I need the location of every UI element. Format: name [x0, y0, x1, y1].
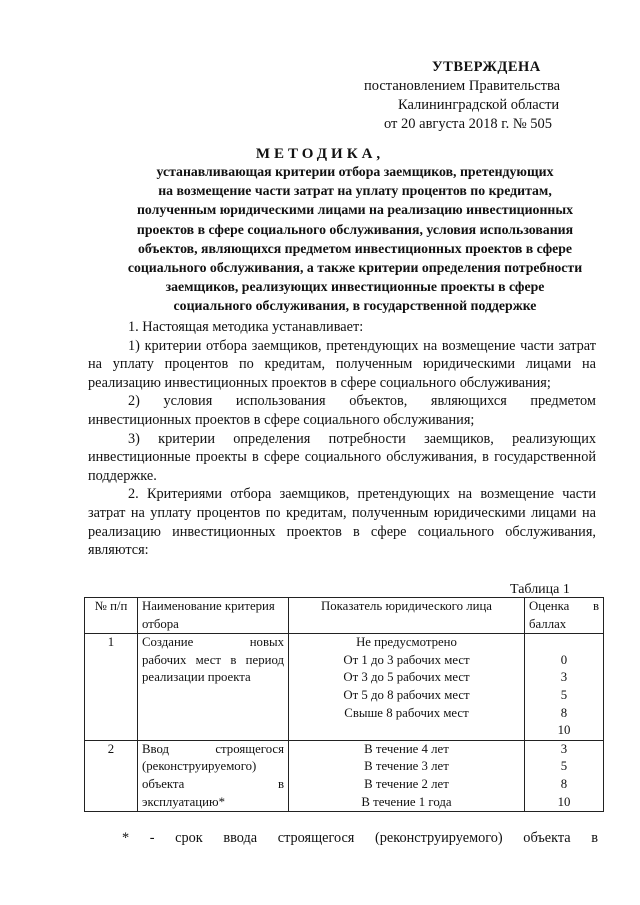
name-line: Создание новых: [142, 635, 284, 650]
name-line: рабочих мест в период: [142, 652, 284, 667]
subtitle-line: полученным юридическими лицами на реализацию инвестиционных: [136, 202, 574, 218]
indicator-item: От 5 до 8 рабочих мест: [343, 687, 470, 702]
score-item: 3: [560, 670, 568, 685]
name-line: объекта в: [142, 776, 284, 791]
score-item: 0: [560, 652, 568, 667]
score-item: 10: [557, 723, 571, 738]
indicator-item: Не предусмотрено: [356, 635, 457, 650]
approval-title: УТВЕРЖДЕНА: [432, 59, 541, 75]
approval-block: [330, 58, 600, 134]
header-score: Оценка в баллах: [525, 598, 604, 634]
subtitle-line: социального обслуживания, а также критерии определения потребности: [127, 260, 583, 276]
paragraph-1: 1. Настоящая методика устанавливает:: [128, 319, 364, 335]
indicator-item: Свыше 8 рабочих мест: [344, 705, 469, 720]
subtitle-line: проектов в сфере социального обслуживания, условия использования: [136, 221, 574, 237]
row-indicators: [289, 634, 525, 741]
subtitle-line: на возмещение части затрат на уплату процентов по кредитам,: [158, 183, 552, 199]
table-row: [85, 740, 604, 811]
subtitle-line: устанавливающая критерии отбора заемщиков, претендующих: [156, 164, 554, 179]
approval-line-1: постановлением Правительства: [364, 78, 561, 94]
row-name: [138, 634, 289, 741]
score-item: 3: [560, 741, 568, 756]
score-item: 8: [560, 776, 568, 791]
name-line: Ввод строящегося: [142, 741, 284, 756]
indicator-item: От 1 до 3 рабочих мест: [343, 652, 470, 667]
indicator-item: В течение 4 лет: [364, 741, 449, 756]
paragraph-1-3: 3) критерии определения потребности заемщиков, реализующих инвестиционные проекты в сфере социального обслуживания, в государственной поддержке.: [88, 430, 596, 484]
score-item: 8: [560, 705, 568, 720]
paragraph-2: 2. Критериями отбора заемщиков, претендующих на возмещение части затрат на уплату процентов по кредитам, полученным юридическими лицами на реализацию инвестиционных проектов в сфере социального обслуживания, являются:: [88, 486, 596, 559]
criteria-table: [84, 597, 604, 812]
table-row: [85, 634, 604, 741]
row-num: 2: [85, 740, 138, 811]
document-title: МЕТОДИКА,: [255, 146, 385, 162]
indicator-item: В течение 1 года: [361, 794, 452, 809]
approval-line-3: от 20 августа 2018 г. № 505: [384, 116, 553, 132]
paragraph-1-1: 1) критерии отбора заемщиков, претендующих на возмещение части затрат на уплату процентов по кредитам, полученным юридическими лицами на реализацию инвестиционных проектов в сфере социального обслуживания;: [88, 337, 596, 391]
header-name: Наименование критерия отбора: [138, 598, 289, 634]
table-header-row: [85, 598, 604, 634]
subtitle-line: заемщиков, реализующих инвестиционные проекты в сфере: [165, 279, 545, 295]
header-indicator: Показатель юридического лица: [289, 598, 525, 634]
header-num: № п/п: [85, 598, 138, 634]
row-indicators: [289, 740, 525, 811]
body-section-1: [88, 318, 596, 560]
name-line: эксплуатацию*: [142, 794, 225, 809]
footnote: * - срок ввода строящегося (реконструируемого) объекта в: [122, 830, 598, 846]
subtitle-line: социального обслуживания, в государственной поддержке: [173, 298, 537, 314]
table-caption: Таблица 1: [510, 582, 570, 597]
row-scores: [525, 634, 604, 741]
row-name: [138, 740, 289, 811]
name-line: (реконструируемого): [142, 759, 257, 774]
document-subtitle: [80, 162, 630, 316]
score-item: 5: [560, 687, 568, 702]
approval-line-2: Калининградской области: [398, 97, 560, 113]
indicator-item: От 3 до 5 рабочих мест: [343, 670, 470, 685]
score-item: 10: [557, 794, 571, 809]
row-num: 1: [85, 634, 138, 741]
subtitle-line: объектов, являющихся предметом инвестиционных проектов в сфере: [137, 240, 573, 256]
row-scores: [525, 740, 604, 811]
indicator-item: В течение 3 лет: [364, 759, 449, 774]
score-item: 5: [560, 759, 568, 774]
indicator-item: В течение 2 лет: [364, 776, 449, 791]
name-line: реализации проекта: [142, 670, 251, 685]
paragraph-1-2: 2) условия использования объектов, являющихся предметом инвестиционных проектов в сфере социального обслуживания;: [88, 393, 596, 428]
